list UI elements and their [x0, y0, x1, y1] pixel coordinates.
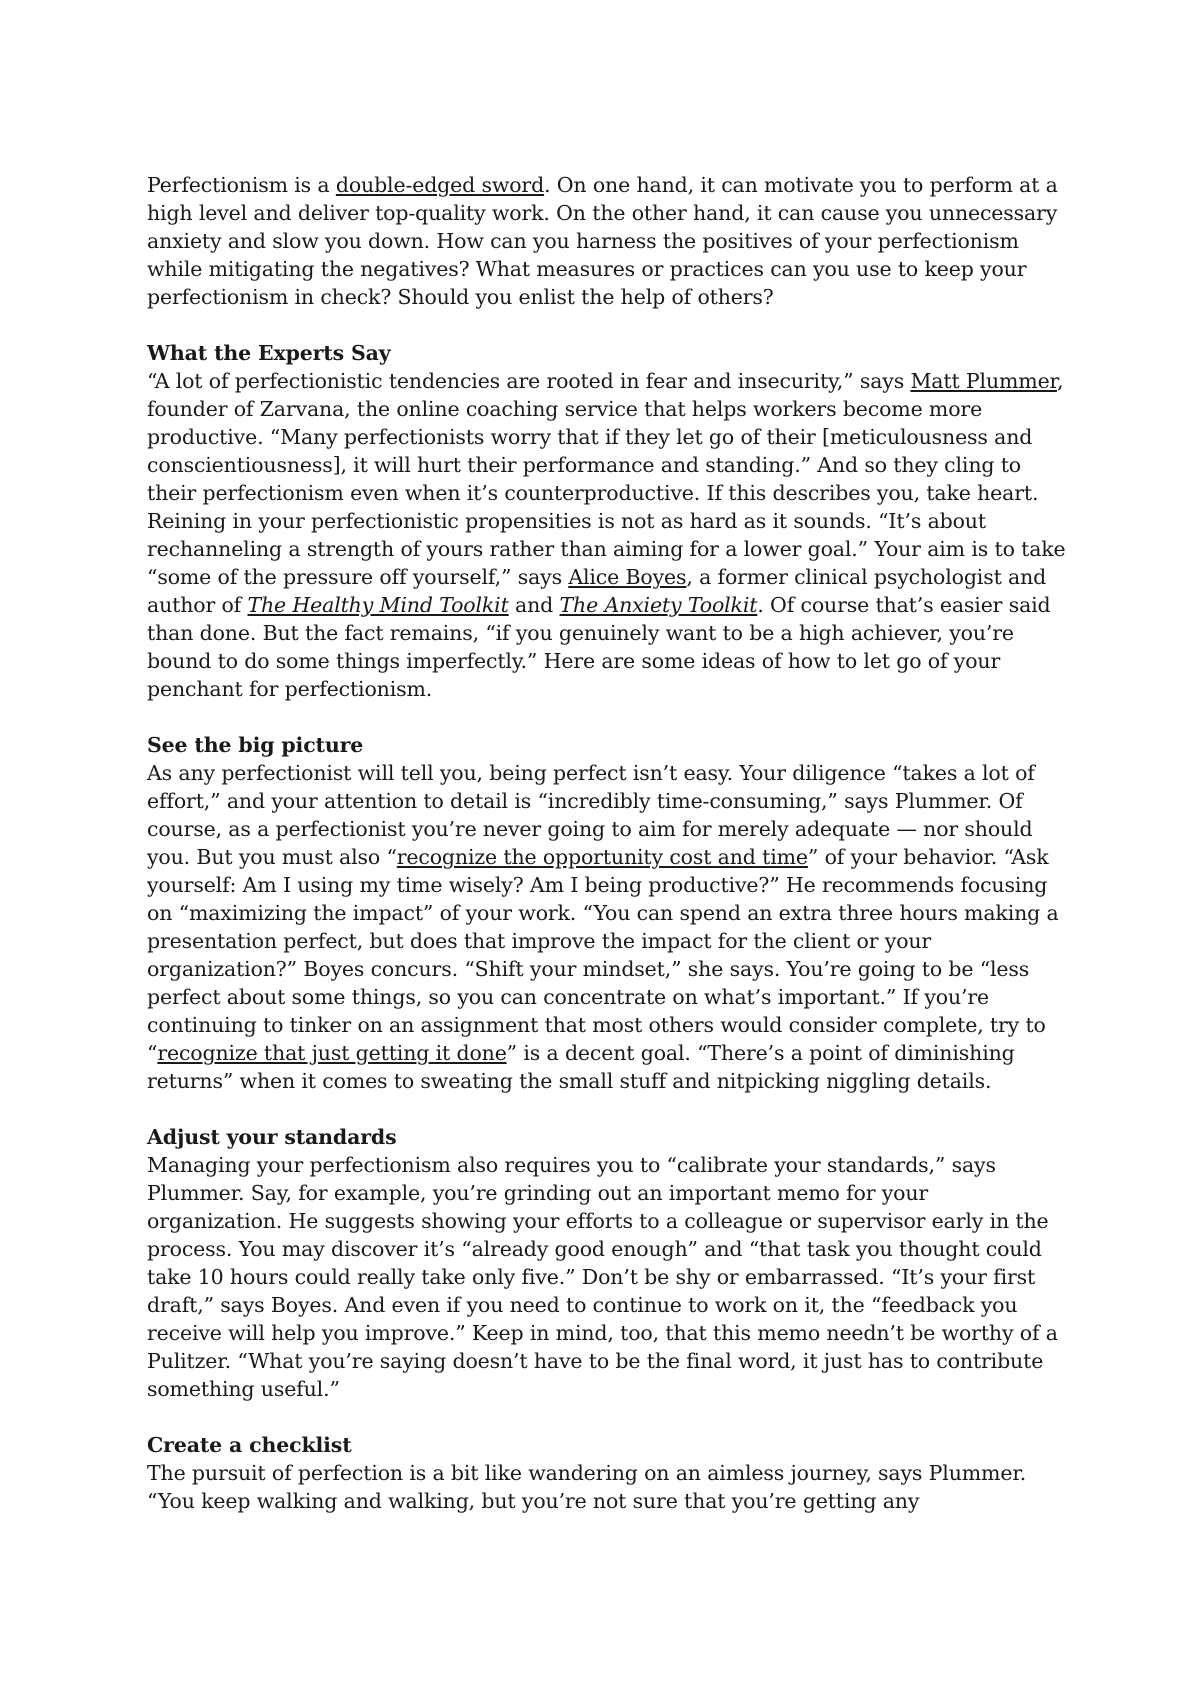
- link-opportunity-cost[interactable]: recognize the opportunity cost and time: [396, 845, 808, 869]
- experts-text-4: and: [508, 593, 560, 617]
- heading-see-the-big-picture: See the big picture: [147, 733, 364, 757]
- big-picture-text-2: ” of your behavior. “Ask yourself: Am I using my time wisely? Am I being productive?” He recommends focusing on “maximizing the impact” of your work. “You can spend an extra three hours making a presentation perfect, but does that improve the impact for the client or your organization?” Boyes concurs. “Shift your mindset,” she says. You’re going to be “less perfect about some things, so you can concentrate on what’s important.” If you’re continuing to tinker on an assignment that most others would consider complete, try to “: [147, 845, 1059, 1065]
- intro-paragraph: [147, 171, 1067, 311]
- link-healthy-mind-toolkit[interactable]: The Healthy Mind Toolkit: [247, 593, 509, 617]
- link-anxiety-toolkit[interactable]: The Anxiety Toolkit: [559, 593, 758, 617]
- intro-text-1: Perfectionism is a: [147, 173, 336, 197]
- big-picture-text-1: As any perfectionist will tell you, being perfect isn’t easy. Your diligence “takes a lot of effort,” and your attention to detail is “incredibly time-consuming,” says Plummer. Of course, as a perfectionist you’re never going to aim for merely adequate — nor should you. But you must also “: [147, 761, 1035, 869]
- big-picture-paragraph: [147, 759, 1067, 1095]
- heading-create-a-checklist: Create a checklist: [147, 1433, 352, 1457]
- link-alice-boyes[interactable]: Alice Boyes: [568, 565, 687, 589]
- heading-adjust-your-standards: Adjust your standards: [147, 1125, 397, 1149]
- big-picture-text-3: ” is a decent goal. “There’s a point of diminishing returns” when it comes to sweating the small stuff and nitpicking niggling details.: [147, 1041, 1015, 1093]
- experts-text-5: . Of course that’s easier said than done. But the fact remains, “if you genuinely want to be a high achiever, you’re bound to do some things imperfectly.” Here are some ideas of how to let go of your penchant for perfectionism.: [147, 593, 1051, 701]
- intro-text-2: . On one hand, it can motivate you to perform at a high level and deliver top-quality work. On the other hand, it can cause you unnecessary anxiety and slow you down. How can you harness the positives of your perfectionism while mitigating the negatives? What measures or practices can you use to keep your perfectionism in check? Should you enlist the help of others?: [147, 173, 1058, 309]
- experts-text-1: “A lot of perfectionistic tendencies are rooted in fear and insecurity,” says: [147, 369, 911, 393]
- article-page: [147, 171, 1067, 1515]
- link-double-edged-sword[interactable]: double-edged sword: [335, 173, 545, 197]
- standards-paragraph: Managing your perfectionism also requires you to “calibrate your standards,” says Plummer. Say, for example, you’re grinding out an important memo for your organization. He suggests showing your efforts to a colleague or supervisor early in the process. You may discover it’s “already good enough” and “that task you thought could take 10 hours could really take only five.” Don’t be shy or embarrassed. “It’s your first draft,” says Boyes. And even if you need to continue to work on it, the “feedback you receive will help you improve.” Keep in mind, too, that this memo needn’t be worthy of a Pulitzer. “What you’re saying doesn’t have to be the final word, it just has to contribute something useful.”: [147, 1153, 1058, 1401]
- link-getting-it-done[interactable]: recognize that just getting it done: [157, 1041, 507, 1065]
- link-matt-plummer[interactable]: Matt Plummer: [910, 369, 1057, 393]
- experts-paragraph: [147, 367, 1067, 703]
- experts-text-3: , a former clinical psychologist and author of: [147, 565, 1047, 617]
- heading-what-the-experts-say: What the Experts Say: [147, 341, 391, 365]
- checklist-paragraph: The pursuit of perfection is a bit like wandering on an aimless journey, says Plummer. “You keep walking and walking, but you’re not sure that you’re getting any: [147, 1461, 1027, 1513]
- experts-text-2: , founder of Zarvana, the online coaching service that helps workers become more productive. “Many perfectionists worry that if they let go of their [meticulousness and conscientiousness], it will hurt their performance and standing.” And so they cling to their perfectionism even when it’s counterproductive. If this describes you, take heart. Reining in your perfectionistic propensities is not as hard as it sounds. “It’s about rechanneling a strength of yours rather than aiming for a lower goal.” Your aim is to take “some of the pressure off yourself,” says: [147, 369, 1066, 589]
